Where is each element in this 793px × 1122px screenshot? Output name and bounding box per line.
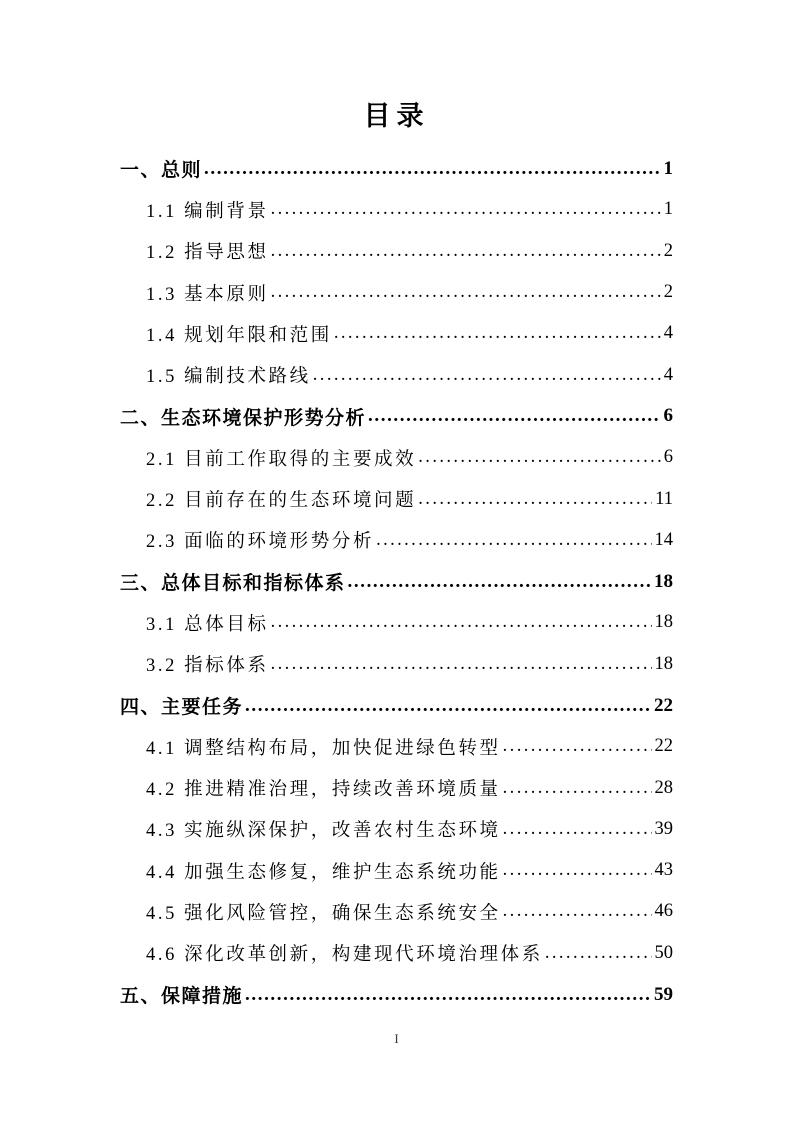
toc-dot-leader bbox=[503, 860, 652, 881]
toc-entry-label: 4.6 深化改革创新，构建现代环境治理体系 bbox=[146, 945, 543, 966]
toc-entry bbox=[120, 809, 673, 850]
toc-entry-label: 1.1 编制背景 bbox=[146, 201, 269, 222]
toc-entry bbox=[120, 767, 673, 808]
toc-entry-page: 18 bbox=[654, 612, 673, 633]
toc-entry bbox=[120, 561, 673, 602]
toc-entry bbox=[120, 189, 673, 230]
toc-dot-leader bbox=[271, 654, 652, 675]
toc-entry-page: 1 bbox=[663, 157, 673, 179]
toc-dot-leader bbox=[503, 819, 652, 840]
toc-entry-page: 59 bbox=[654, 983, 673, 1005]
toc-entry-page: 28 bbox=[654, 777, 673, 798]
toc-entry-page: 2 bbox=[663, 240, 673, 261]
toc-dot-leader bbox=[503, 778, 652, 799]
toc-entry-label: 二、生态环境保护形势分析 bbox=[120, 407, 367, 429]
toc-entry-page: 11 bbox=[655, 488, 673, 509]
toc-dot-leader bbox=[204, 158, 660, 180]
toc-entry bbox=[120, 231, 673, 272]
toc-entry-page: 4 bbox=[663, 364, 673, 385]
toc-dot-leader bbox=[271, 199, 661, 220]
toc-entry-page: 43 bbox=[654, 860, 673, 881]
toc-dot-leader bbox=[503, 736, 652, 757]
toc-dot-leader bbox=[418, 447, 660, 468]
toc-dot-leader bbox=[271, 241, 661, 262]
toc-content bbox=[120, 98, 673, 1015]
toc-entry-page: 1 bbox=[663, 199, 673, 220]
toc-entry-label: 2.3 面临的环境形势分析 bbox=[146, 532, 375, 553]
toc-dot-leader bbox=[418, 489, 652, 510]
toc-entry-page: 22 bbox=[654, 736, 673, 757]
toc-entry-page: 6 bbox=[663, 447, 673, 468]
toc-entry bbox=[120, 933, 673, 974]
toc-entry-label: 1.5 编制技术路线 bbox=[146, 367, 311, 388]
toc-entry-page: 6 bbox=[663, 405, 673, 427]
toc-entry-label: 1.2 指导思想 bbox=[146, 243, 269, 264]
toc-dot-leader bbox=[545, 943, 652, 964]
toc-dot-leader bbox=[271, 612, 652, 633]
toc-entry bbox=[120, 272, 673, 313]
toc-entry-label: 4.5 强化风险管控，确保生态系统安全 bbox=[146, 903, 501, 924]
toc-entry-label: 五、保障措施 bbox=[120, 986, 244, 1008]
toc-entry-page: 50 bbox=[654, 942, 673, 963]
toc-entry bbox=[120, 478, 673, 519]
toc-entry-page: 39 bbox=[654, 818, 673, 839]
toc-dot-leader bbox=[313, 365, 661, 386]
toc-entry bbox=[120, 974, 673, 1015]
toc-entry-label: 4.3 实施纵深保护，改善农村生态环境 bbox=[146, 821, 501, 842]
toc-entry-label: 一、总则 bbox=[120, 160, 203, 182]
toc-dot-leader bbox=[271, 282, 661, 303]
toc-entry-page: 46 bbox=[654, 901, 673, 922]
toc-entry-label: 1.3 基本原则 bbox=[146, 284, 269, 305]
toc-dot-leader bbox=[376, 530, 651, 551]
toc-entry-page: 4 bbox=[663, 323, 673, 344]
footer-page-number: I bbox=[394, 1031, 399, 1046]
toc-entry-label: 4.2 推进精准治理，持续改善环境质量 bbox=[146, 780, 501, 801]
toc-list bbox=[120, 148, 673, 1015]
toc-entry-page: 18 bbox=[654, 570, 673, 592]
toc-entry-label: 2.1 目前工作取得的主要成效 bbox=[146, 449, 417, 470]
toc-dot-leader bbox=[503, 901, 652, 922]
toc-dot-leader bbox=[334, 323, 661, 344]
toc-dot-leader bbox=[245, 984, 651, 1006]
toc-entry-page: 22 bbox=[654, 694, 673, 716]
toc-entry bbox=[120, 437, 673, 478]
toc-entry bbox=[120, 354, 673, 395]
toc-entry-label: 四、主要任务 bbox=[120, 697, 244, 718]
toc-entry-label: 3.1 总体目标 bbox=[146, 614, 269, 635]
toc-entry-label: 1.4 规划年限和范围 bbox=[146, 325, 332, 346]
toc-entry bbox=[120, 726, 673, 767]
toc-entry bbox=[120, 313, 673, 354]
toc-entry-label: 三、总体目标和指标体系 bbox=[120, 573, 346, 595]
toc-entry bbox=[120, 396, 673, 437]
toc-entry-page: 14 bbox=[654, 529, 673, 550]
toc-entry bbox=[120, 644, 673, 685]
toc-entry bbox=[120, 148, 673, 189]
toc-entry bbox=[120, 685, 673, 726]
toc-dot-leader bbox=[348, 571, 651, 593]
toc-entry-label: 4.1 调整结构布局，加快促进绿色转型 bbox=[146, 738, 501, 759]
toc-entry-page: 2 bbox=[663, 282, 673, 303]
toc-dot-leader bbox=[368, 405, 660, 427]
toc-entry-label: 4.4 加强生态修复，维护生态系统功能 bbox=[146, 862, 501, 883]
page-title: 目录 bbox=[363, 101, 430, 131]
toc-entry-label: 3.2 指标体系 bbox=[146, 656, 269, 677]
toc-dot-leader bbox=[245, 695, 651, 717]
toc-entry bbox=[120, 850, 673, 891]
toc-entry-page: 18 bbox=[654, 653, 673, 674]
toc-entry bbox=[120, 891, 673, 932]
toc-entry bbox=[120, 602, 673, 643]
toc-entry bbox=[120, 520, 673, 561]
toc-entry-label: 2.2 目前存在的生态环境问题 bbox=[146, 491, 417, 512]
